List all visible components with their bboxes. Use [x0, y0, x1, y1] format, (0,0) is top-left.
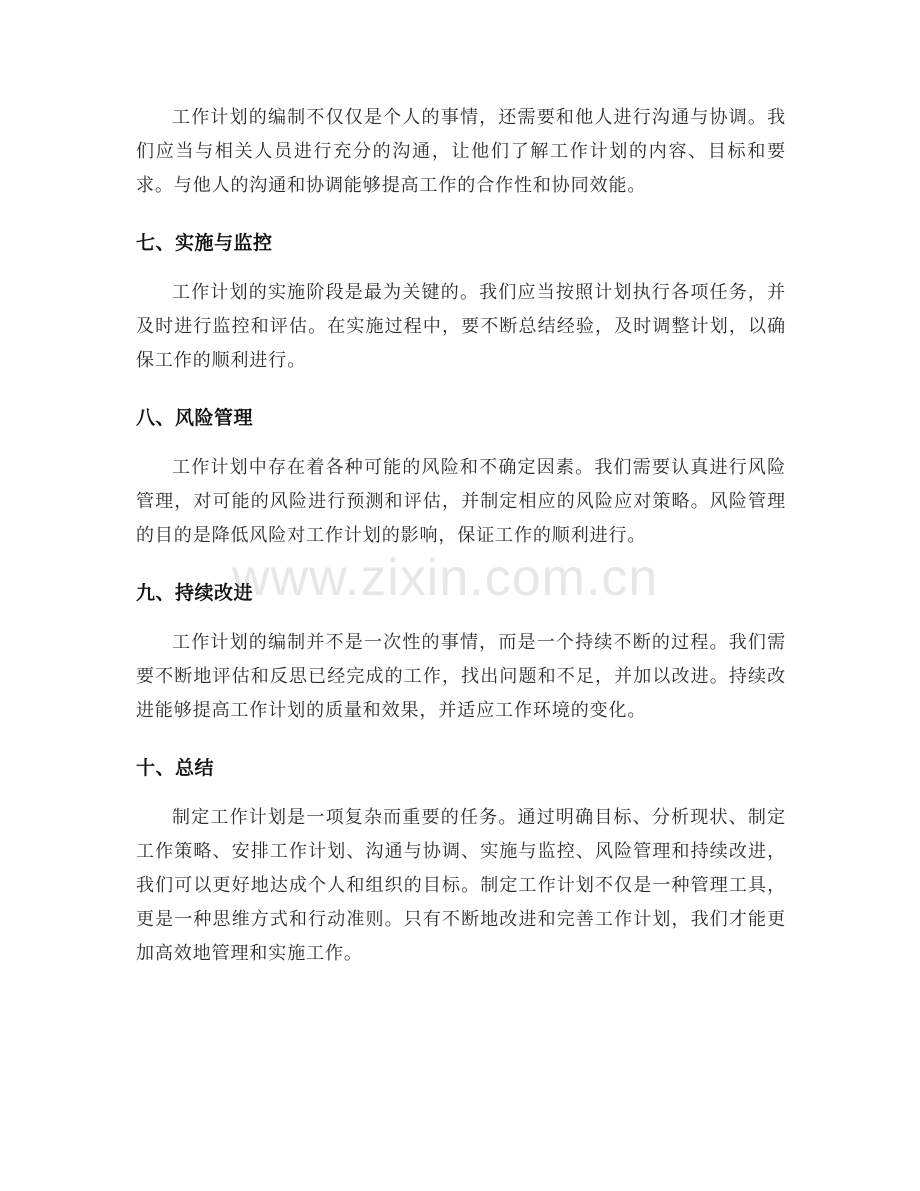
section-7-paragraph: 工作计划的实施阶段是最为关键的。我们应当按照计划执行各项任务，并及时进行监控和评估。在实施过程中，要不断总结经验，及时调整计划，以确保工作的顺利进行。: [136, 282, 786, 371]
intro-paragraph: 工作计划的编制不仅仅是个人的事情，还需要和他人进行沟通与协调。我们应当与相关人员进行充分的沟通，让他们了解工作计划的内容、目标和要求。与他人的沟通和协调能够提高工作的合作性和协同效能。: [136, 107, 786, 196]
section-10-paragraph: 制定工作计划是一项复杂而重要的任务。通过明确目标、分析现状、制定工作策略、安排工作计划、沟通与协调、实施与监控、风险管理和持续改进，我们可以更好地达成个人和组织的目标。制定工作计划不仅是一种管理工具，更是一种思维方式和行动准则。只有不断地改进和完善工作计划，我们才能更加高效地管理和实施工作。: [136, 807, 786, 964]
watermark-text: www.zixin.com.cn: [232, 549, 659, 607]
section-8-paragraph: 工作计划中存在着各种可能的风险和不确定因素。我们需要认真进行风险管理，对可能的风险进行预测和评估，并制定相应的风险应对策略。风险管理的目的是降低风险对工作计划的影响，保证工作的顺利进行。: [136, 457, 786, 546]
section-8-heading: 八、风险管理: [136, 407, 254, 429]
section-9-paragraph: 工作计划的编制并不是一次性的事情，而是一个持续不断的过程。我们需要不断地评估和反思已经完成的工作，找出问题和不足，并加以改进。持续改进能够提高工作计划的质量和效果，并适应工作环境的变化。: [136, 632, 786, 721]
section-9-heading: 九、持续改进: [136, 582, 254, 604]
document-page: [136, 101, 786, 971]
section-7-heading: 七、实施与监控: [136, 232, 273, 254]
section-10-heading: 十、总结: [136, 757, 215, 779]
